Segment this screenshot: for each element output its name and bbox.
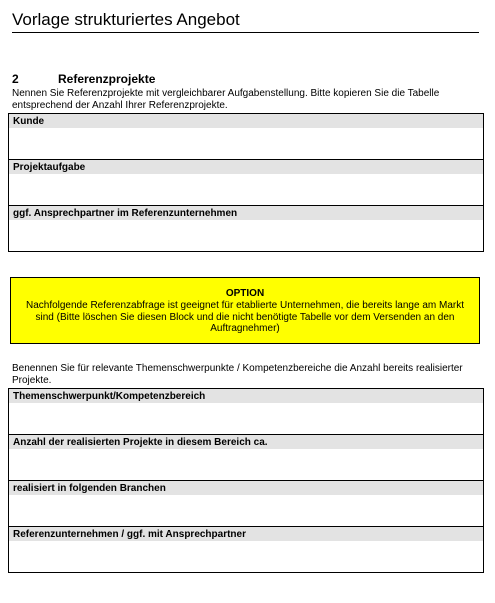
ansprechpartner-field[interactable] — [9, 220, 483, 251]
themen-intro-text: Benennen Sie für relevante Themenschwerpunkte / Kompetenzbereiche die Anzahl bereits realisierter Projekte. — [12, 363, 463, 386]
option-title: OPTION — [225, 288, 265, 299]
section-number: 2 — [12, 72, 19, 86]
table-row-ansprechpartner — [9, 206, 483, 252]
row-label: realisiert in folgenden Branchen — [9, 481, 483, 495]
reference-table — [8, 113, 484, 252]
projektaufgabe-field[interactable] — [9, 174, 483, 205]
branchen-field[interactable] — [9, 495, 483, 526]
section-title: Referenzprojekte — [58, 72, 156, 86]
row-label: ggf. Ansprechpartner im Referenzunternehmen — [9, 206, 483, 220]
table-row-anzahl-projekte — [9, 435, 483, 481]
kunde-field[interactable] — [9, 128, 483, 159]
row-label: Themenschwerpunkt/Kompetenzbereich — [9, 389, 483, 403]
option-box — [10, 277, 480, 344]
anzahl-projekte-field[interactable] — [9, 449, 483, 480]
document-title: Vorlage strukturiertes Angebot — [12, 9, 479, 33]
themenschwerpunkt-field[interactable] — [9, 403, 483, 434]
option-text: Nachfolgende Referenzabfrage ist geeignet für etablierte Unternehmen, die bereits lange am Markt sind (Bitte löschen Sie diesen Block und die nicht benötigte Tabelle vor dem Versenden an den Auftragnehmer) — [25, 300, 465, 334]
row-label: Referenzunternehmen / ggf. mit Ansprechpartner — [9, 527, 483, 541]
table-row-referenzunternehmen — [9, 527, 483, 573]
row-label: Projektaufgabe — [9, 160, 483, 174]
table-row-branchen — [9, 481, 483, 527]
row-label: Anzahl der realisierten Projekte in diesem Bereich ca. — [9, 435, 483, 449]
competence-table — [8, 388, 484, 573]
table-row-projektaufgabe — [9, 160, 483, 206]
section-heading — [12, 72, 155, 86]
table-row-themenschwerpunkt — [9, 389, 483, 435]
row-label: Kunde — [9, 114, 483, 128]
referenzunternehmen-field[interactable] — [9, 541, 483, 572]
section-intro-text: Nennen Sie Referenzprojekte mit vergleichbarer Aufgabenstellung. Bitte kopieren Sie die Tabelle entsprechend der Anzahl Ihrer Referenzprojekte. — [12, 88, 440, 111]
table-row-kunde — [9, 114, 483, 160]
